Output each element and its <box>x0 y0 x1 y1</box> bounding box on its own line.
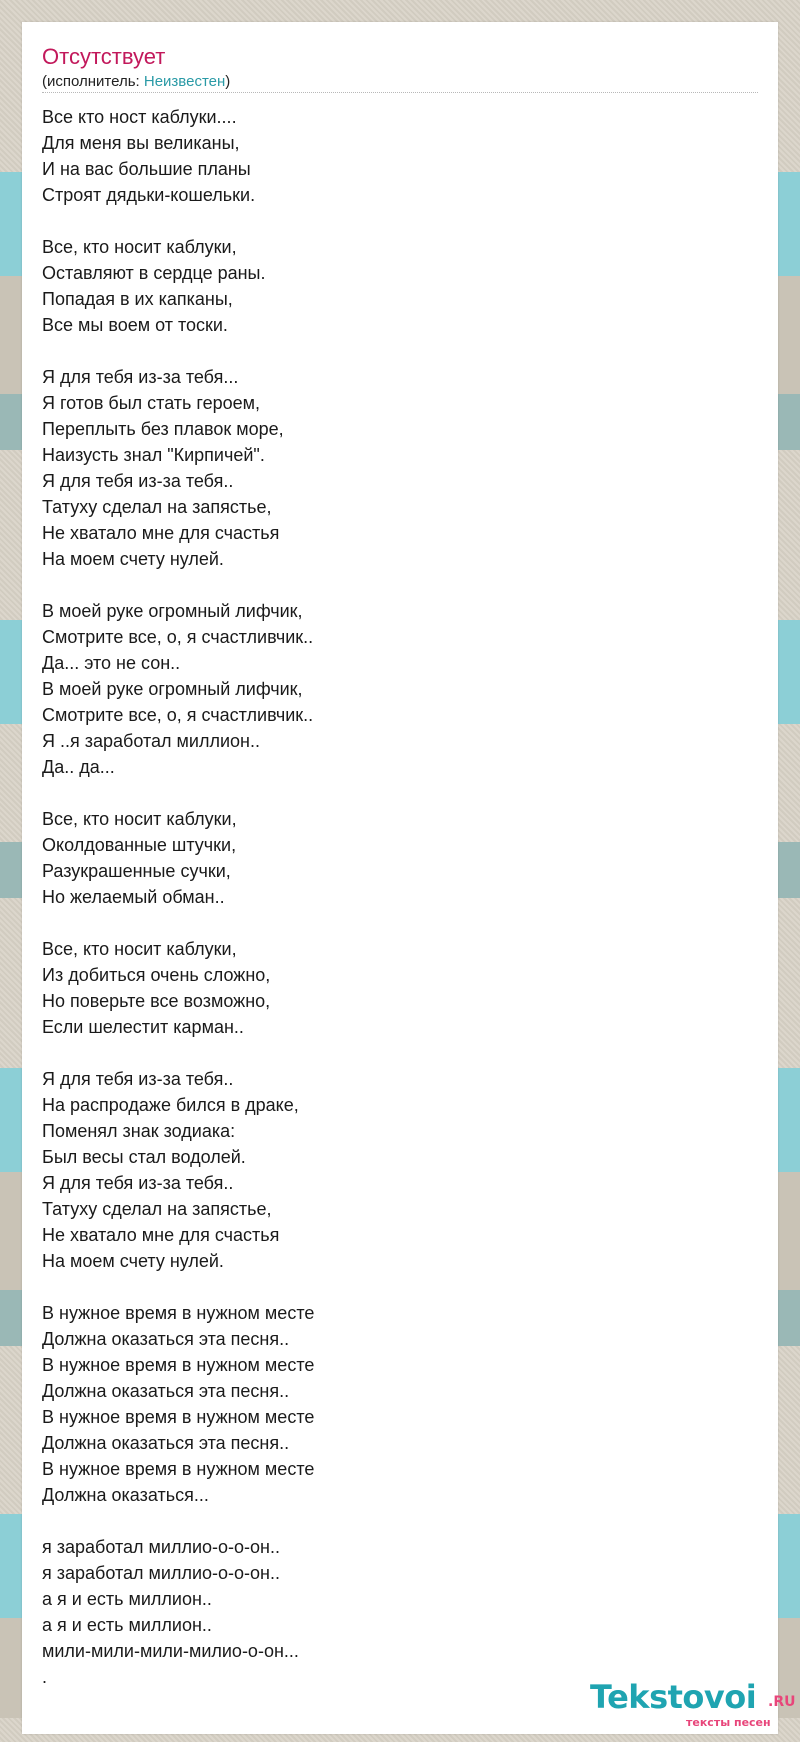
lyrics-line: Я ..я заработал миллион.. <box>42 731 260 751</box>
lyrics-blank-line <box>42 1274 742 1300</box>
lyrics-line: Оставляют в сердце раны. <box>42 263 266 283</box>
lyrics-line: Все кто ност каблуки.... <box>42 107 237 127</box>
lyrics-line: В нужное время в нужном месте <box>42 1355 315 1375</box>
lyrics-line: а я и есть миллион.. <box>42 1589 212 1609</box>
lyrics-line: а я и есть миллион.. <box>42 1615 212 1635</box>
lyrics-line: Не хватало мне для счастья <box>42 523 280 543</box>
lyrics-line: я заработал миллио-о-о-он.. <box>42 1563 280 1583</box>
lyrics-line: Должна оказаться эта песня.. <box>42 1433 290 1453</box>
lyrics-line: Я готов был стать героем, <box>42 393 261 413</box>
lyrics-line: Все, кто носит каблуки, <box>42 939 237 959</box>
lyrics-line: . <box>42 1667 48 1687</box>
lyrics-line: Да.. да... <box>42 757 115 777</box>
lyrics-line: Наизусть знал "Кирпичей". <box>42 445 265 465</box>
lyrics-line: В нужное время в нужном месте <box>42 1407 315 1427</box>
artist-prefix: (исполнитель: <box>42 73 144 90</box>
lyrics-line: я заработал миллио-о-о-он.. <box>42 1537 280 1557</box>
lyrics-line: Я для тебя из-за тебя.. <box>42 1069 234 1089</box>
lyrics-line: Переплыть без плавок море, <box>42 419 284 439</box>
lyrics-blank-line <box>42 208 742 234</box>
logo-subtitle: тексты песен <box>686 1716 771 1729</box>
lyrics-line: Должна оказаться эта песня.. <box>42 1329 290 1349</box>
logo-tld: .RU <box>768 1694 796 1710</box>
logo-wordmark: Tekstovoi <box>590 1678 757 1716</box>
lyrics-line: Все, кто носит каблуки, <box>42 809 237 829</box>
lyrics-line: Но поверьте все возможно, <box>42 991 271 1011</box>
artist-line <box>42 73 230 90</box>
lyrics-line: В нужное время в нужном месте <box>42 1303 315 1323</box>
lyrics-line: Поменял знак зодиака: <box>42 1121 236 1141</box>
site-logo[interactable] <box>590 1678 796 1738</box>
lyrics-line: мили-мили-мили-милио-о-он... <box>42 1641 299 1661</box>
song-title: Отсутствует <box>42 44 166 69</box>
lyrics-line: Из добиться очень сложно, <box>42 965 271 985</box>
lyrics-line: Попадая в их капканы, <box>42 289 233 309</box>
lyrics-line: Если шелестит карман.. <box>42 1017 244 1037</box>
lyrics-line: Должна оказаться... <box>42 1485 209 1505</box>
lyrics-blank-line <box>42 572 742 598</box>
lyrics-line: Не хватало мне для счастья <box>42 1225 280 1245</box>
lyrics-blank-line <box>42 1508 742 1534</box>
lyrics-line: Смотрите все, о, я счастливчик.. <box>42 705 314 725</box>
lyrics-line: Смотрите все, о, я счастливчик.. <box>42 627 314 647</box>
lyrics-line: Да... это не сон.. <box>42 653 181 673</box>
lyrics-line: Я для тебя из-за тебя.. <box>42 1173 234 1193</box>
lyrics-text <box>42 104 742 1690</box>
lyrics-line: В моей руке огромный лифчик, <box>42 601 303 621</box>
lyrics-line: В моей руке огромный лифчик, <box>42 679 303 699</box>
artist-link[interactable]: Неизвестен <box>143 73 226 90</box>
lyrics-line: Строят дядьки-кошельки. <box>42 185 256 205</box>
lyrics-line: Татуху сделал на запястье, <box>42 1199 272 1219</box>
lyrics-line: И на вас большие планы <box>42 159 251 179</box>
lyrics-line: Для меня вы великаны, <box>42 133 240 153</box>
lyrics-line: Должна оказаться эта песня.. <box>42 1381 290 1401</box>
lyrics-line: Все, кто носит каблуки, <box>42 237 237 257</box>
lyrics-line: Я для тебя из-за тебя.. <box>42 471 234 491</box>
lyrics-blank-line <box>42 780 742 806</box>
lyrics-card <box>22 22 796 1734</box>
title-divider <box>42 92 758 93</box>
lyrics-line: Разукрашенные сучки, <box>42 861 231 881</box>
lyrics-blank-line <box>42 338 742 364</box>
lyrics-line: Околдованные штучки, <box>42 835 237 855</box>
lyrics-blank-line <box>42 910 742 936</box>
lyrics-line: Был весы стал водолей. <box>42 1147 246 1167</box>
lyrics-line: На моем счету нулей. <box>42 549 224 569</box>
lyrics-line: На моем счету нулей. <box>42 1251 224 1271</box>
lyrics-line: Все мы воем от тоски. <box>42 315 228 335</box>
lyrics-line: Я для тебя из-за тебя... <box>42 367 239 387</box>
lyrics-line: Но желаемый обман.. <box>42 887 225 907</box>
lyrics-blank-line <box>42 1040 742 1066</box>
lyrics-line: На распродаже бился в драке, <box>42 1095 299 1115</box>
lyrics-line: В нужное время в нужном месте <box>42 1459 315 1479</box>
artist-suffix: ) <box>225 73 231 90</box>
lyrics-line: Татуху сделал на запястье, <box>42 497 272 517</box>
